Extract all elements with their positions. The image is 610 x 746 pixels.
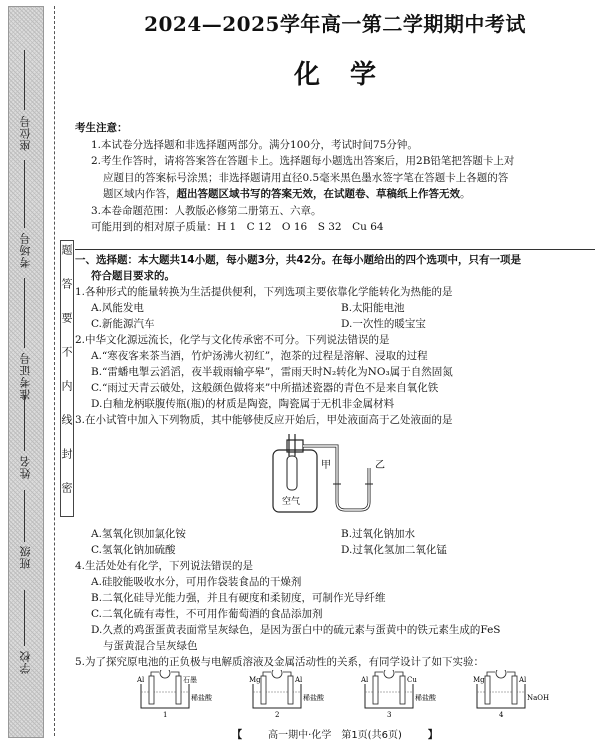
notice-item: [75, 186, 595, 203]
footer-page-info: 高一期中·化学 第1页(共6页): [268, 730, 402, 741]
margin-field-room: 考场号: [19, 232, 32, 268]
cell-number: 1: [163, 711, 168, 718]
electrode-right-label: Al: [519, 676, 527, 684]
beaker: [253, 684, 301, 708]
margin-field-seat: 座位号: [19, 115, 32, 151]
margin-fill-line: [24, 395, 25, 451]
margin-field-name: 姓名: [19, 455, 32, 479]
notice-emphasis: 超出答题区域书写的答案无效，在试题卷、草稿纸上作答无效: [176, 188, 460, 200]
galvanic-cells-diagram: [75, 670, 595, 718]
solution-label: NaOH: [527, 694, 550, 702]
figure-galvanic-cells: [75, 670, 595, 718]
electrode-left-label: Al: [137, 676, 145, 684]
margin-fill-line: [24, 490, 25, 542]
margin-fill-line: [24, 160, 25, 228]
ammeter-icon: [160, 670, 170, 678]
question-stem: 2.中华文化源远流长，化学与文化传承密不可分。下列说法错误的是: [75, 334, 390, 346]
seal-char: 不: [60, 346, 73, 357]
margin-fill-line: [24, 278, 25, 348]
option: B.二氧化硅导光能力强，并且有硬度和柔韧度，可制作光导纤维: [91, 592, 386, 604]
notice-item: 2.考生作答时，请将答案答在答题卡上。选择题每小题选出答案后，用2B铅笔把答题卡上对: [91, 155, 515, 167]
wire: [507, 672, 515, 676]
seal-char: 封: [60, 448, 73, 459]
electrode-right: [400, 676, 405, 704]
beaker: [365, 684, 413, 708]
question-stem: 5.为了探究原电池的正负极与电解质溶液及金属活动性的关系，有同学设计了如下实验：: [75, 656, 485, 668]
electrode-right-label: 石墨: [183, 676, 197, 684]
cell-number: 3: [387, 711, 392, 718]
margin-field-class: 班级: [19, 545, 32, 569]
notice-text: 题区域内作答，: [103, 188, 177, 200]
footer-bracket-right: 】: [427, 730, 438, 741]
candidate-notice: [75, 120, 595, 236]
option: C.新能源汽车: [91, 318, 155, 330]
option: A.氢氧化钡加氯化铵: [91, 528, 186, 540]
seal-char: 答: [60, 278, 73, 289]
notice-item: 应题目的答案标号涂黑；非选择题请用直径0.5毫米黑色墨水签字笔在答题卡上各题的答: [103, 171, 509, 184]
ammeter-icon: [272, 670, 282, 678]
electrode-left-label: Mg: [473, 676, 485, 684]
seal-char: 内: [60, 380, 73, 391]
wire: [151, 672, 159, 676]
option: C.氢氧化钠加硫酸: [91, 544, 176, 556]
notice-item: 1.本试卷分选择题和非选择题两部分。满分100分，考试时间75分钟。: [91, 138, 418, 151]
wire: [263, 672, 271, 676]
section-heading: 符合题目要求的。: [91, 270, 175, 282]
option: A.风能发电: [91, 302, 144, 314]
notice-item: 3.本卷命题范围：人教版必修第二册第五、六章。: [91, 204, 322, 217]
beaker: [141, 684, 189, 708]
footer-bracket-left: 【: [232, 730, 243, 741]
option: D.久煮的鸡蛋蛋黄表面常呈灰绿色，是因为蛋白中的硫元素与蛋黄中的铁元素生成的FeS: [91, 624, 501, 636]
cut-line: [54, 6, 55, 736]
seal-char: 题: [60, 244, 73, 255]
notice-heading: 考生注意：: [75, 122, 128, 134]
electrode-right: [176, 676, 181, 704]
cell-number: 4: [499, 711, 504, 718]
question-options: [75, 526, 595, 558]
electrode-right-label: Al: [295, 676, 303, 684]
section-divider: [75, 249, 595, 250]
electrode-left: [149, 676, 154, 704]
option: B.过氧化钠加水: [341, 528, 416, 540]
question-stem: 4.生活处处有化学，下列说法错误的是: [75, 560, 254, 572]
option: B.太阳能电池: [341, 302, 405, 314]
solution-label: 稀盐酸: [303, 694, 324, 702]
electrode-left-label: Mg: [249, 676, 261, 684]
option: D.白釉龙柄联腹传瓶(瓶)的材质是陶瓷，陶瓷属于无机非金属材料: [91, 398, 395, 410]
seal-char: 要: [60, 312, 73, 323]
margin-fill-line: [24, 50, 25, 110]
margin-fill-line: [24, 590, 25, 646]
beaker: [477, 684, 525, 708]
solution-label: 稀盐酸: [191, 694, 212, 702]
section-heading: 一、选择题：本大题共14小题，每小题3分，共42分。在每小题给出的四个选项中，只有一项是: [75, 254, 522, 266]
electrode-right-label: Cu: [407, 676, 417, 684]
question-options: [75, 300, 595, 332]
seal-char: 密: [60, 482, 73, 493]
notice-text: 。: [460, 188, 471, 200]
electrode-left: [373, 676, 378, 704]
wire: [375, 672, 383, 676]
option: D.一次性的暖宝宝: [341, 318, 426, 330]
ammeter-icon: [496, 670, 506, 678]
seal-char: 线: [60, 414, 73, 425]
exam-title: 2024—2025学年高一第二学期期中考试: [144, 12, 526, 36]
figure-u-tube-apparatus: [75, 428, 595, 526]
question-stem: 1.各种形式的能量转换为生活提供便利，下列选项主要依靠化学能转化为热能的是: [75, 286, 453, 298]
label-air: 空气: [282, 497, 301, 507]
option: A.“寒夜客来茶当酒，竹炉汤沸火初红”，泡茶的过程是溶解、浸取的过程: [91, 350, 428, 362]
option: A.硅胶能吸收水分，可用作袋装食品的干燥剂: [91, 576, 302, 588]
solution-label: 稀盐酸: [415, 694, 436, 702]
electrode-right: [512, 676, 517, 704]
cell-number: 2: [275, 711, 280, 718]
page-footer: [75, 726, 595, 741]
electrode-left-label: Al: [361, 676, 369, 684]
section-choice: [75, 252, 595, 718]
margin-field-ticket: 准考证号: [19, 352, 32, 400]
option: C.“雨过天青云破处，这般颜色做将来”中所描述瓷器的青色不是来自氧化铁: [91, 382, 439, 394]
ammeter-icon: [384, 670, 394, 678]
wire: [283, 672, 291, 676]
option: B.“雷蟠电掣云滔滔，夜半载雨输亭皋”，雷雨天时N₂转化为NO₃属于自然固氮: [91, 366, 453, 378]
wire: [171, 672, 179, 676]
wire: [487, 672, 495, 676]
electrode-right: [288, 676, 293, 704]
atomic-masses: 可能用到的相对原子质量：H 1 C 12 O 16 S 32 Cu 64: [91, 221, 384, 233]
u-tube-diagram: [75, 428, 595, 526]
electrode-left: [261, 676, 266, 704]
option: C.二氧化硫有毒性，不可用作葡萄酒的食品添加剂: [91, 608, 323, 620]
margin-field-school: 学校: [19, 650, 32, 674]
label-yi: 乙: [375, 460, 385, 471]
label-jia: 甲: [321, 460, 331, 471]
wire: [395, 672, 403, 676]
subject-title: 化学: [293, 60, 406, 90]
option-continued: 与蛋黄混合呈灰绿色: [103, 640, 198, 652]
option: D.过氧化氢加二氧化锰: [341, 544, 447, 556]
electrode-left: [485, 676, 490, 704]
question-stem: 3.在小试管中加入下列物质，其中能够使反应开始后，甲处液面高于乙处液面的是: [75, 414, 453, 426]
